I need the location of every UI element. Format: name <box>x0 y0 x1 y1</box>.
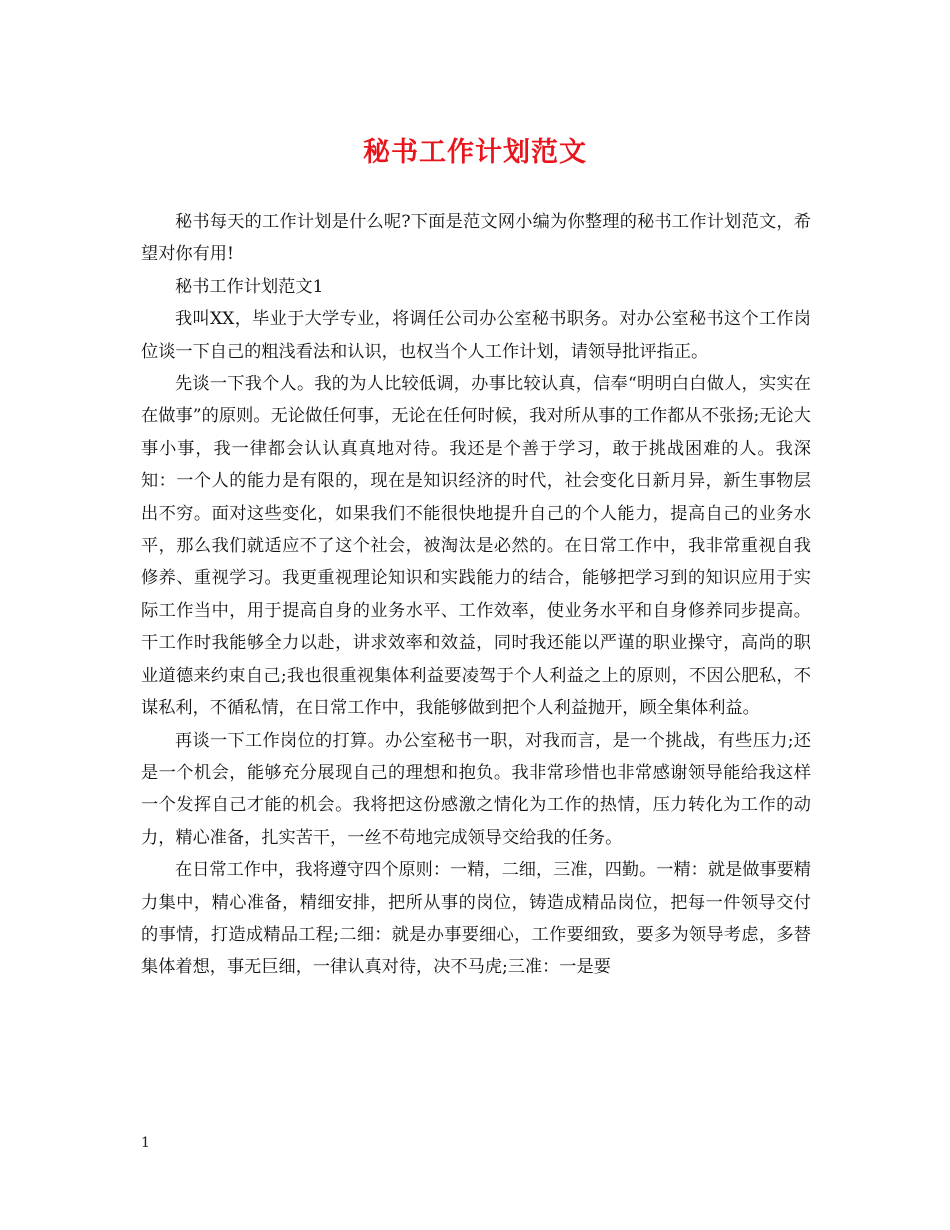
document-body <box>141 206 811 984</box>
section-heading: 秘书工作计划范文1 <box>175 276 324 297</box>
body-paragraph: 在日常工作中，我将遵守四个原则：一精，二细，三准，四勤。一精：就是做事要精力集中，精心准备，精细安排，把所从事的岗位，铸造成精品岗位，把每一件领导交付的事情，打造成精品工程;二细：就是办事要细心，工作要细致，要多为领导考虑，多替集体着想，事无巨细，一律认真对待，决不马虎;三准：一是要 <box>141 860 811 978</box>
body-paragraph: 我叫XX，毕业于大学专业，将调任公司办公室秘书职务。对办公室秘书这个工作岗位谈一下自己的粗浅看法和认识，也权当个人工作计划，请领导批评指正。 <box>141 309 811 362</box>
intro-paragraph: 秘书每天的工作计划是什么呢?下面是范文网小编为你整理的秘书工作计划范文，希望对你有用! <box>141 212 811 265</box>
body-paragraph: 再谈一下工作岗位的打算。办公室秘书一职，对我而言，是一个挑战，有些压力;还是一个机会，能够充分展现自己的理想和抱负。我非常珍惜也非常感谢领导能给我这样一个发挥自己才能的机会。我将把这份感激之情化为工作的热情，压力转化为工作的动力，精心准备，扎实苦干，一丝不苟地完成领导交给我的任务。 <box>141 730 811 848</box>
body-paragraph: 先谈一下我个人。我的为人比较低调，办事比较认真，信奉“明明白白做人，实实在在做事”的原则。无论做任何事，无论在任何时候，我对所从事的工作都从不张扬;无论大事小事，我一律都会认认真真地对待。我还是个善于学习，敢于挑战困难的人。我深知：一个人的能力是有限的，现在是知识经济的时代，社会变化日新月异，新生事物层出不穷。面对这些变化，如果我们不能很快地提升自己的个人能力，提高自己的业务水平，那么我们就适应不了这个社会，被淘汰是必然的。在日常工作中，我非常重视自我修养、重视学习。我更重视理论知识和实践能力的结合，能够把学习到的知识应用于实际工作当中，用于提高自身的业务水平、工作效率，使业务水平和自身修养同步提高。干工作时我能够全力以赴，讲求效率和效益，同时我还能以严谨的职业操守，高尚的职业道德来约束自己;我也很重视集体利益要凌驾于个人利益之上的原则，不因公肥私，不谋私利，不循私情，在日常工作中，我能够做到把个人利益抛开，顾全集体利益。 <box>141 374 811 719</box>
document-title: 秘书工作计划范文 <box>363 137 587 168</box>
page-number: 1 <box>141 1135 150 1151</box>
